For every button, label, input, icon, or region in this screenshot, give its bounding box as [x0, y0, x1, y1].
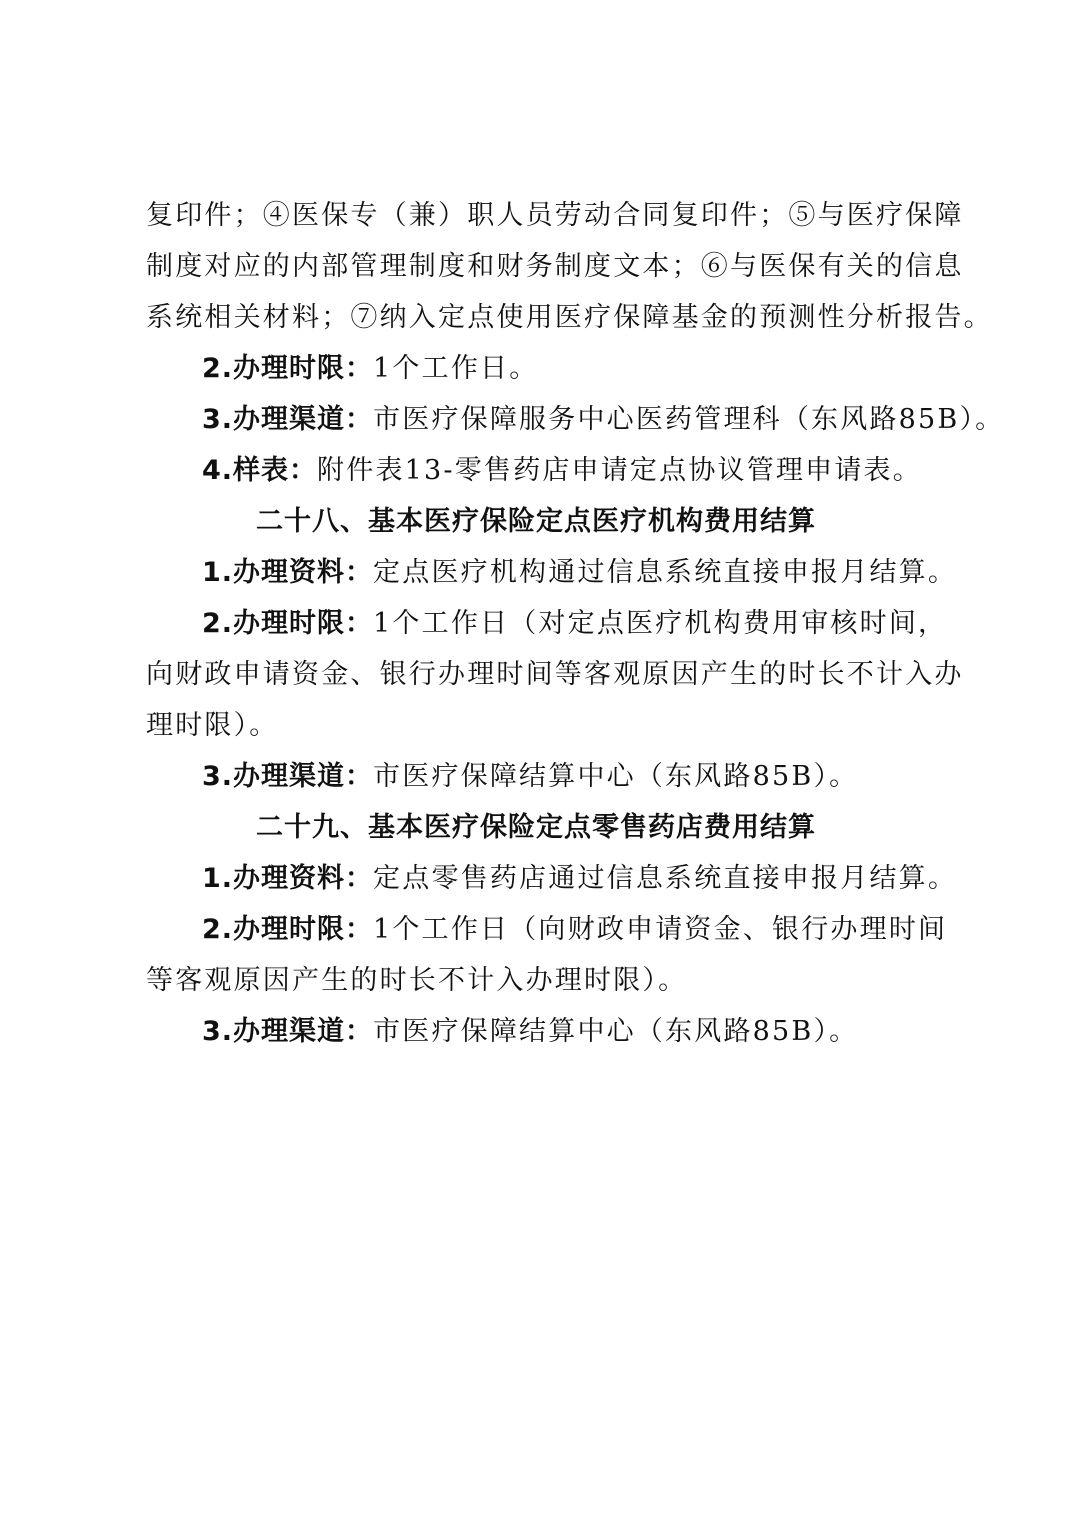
item-text: 定点医疗机构通过信息系统直接申报月结算。: [373, 557, 958, 588]
text-line: 理时限）。: [146, 710, 279, 741]
section-heading: 二十八、基本医疗保险定点医疗机构费用结算: [256, 506, 816, 537]
item-text: 定点零售药店通过信息系统直接申报月结算。: [373, 863, 958, 894]
item-label: 4.样表：: [202, 455, 318, 486]
item-label: 1.办理资料：: [202, 863, 374, 894]
list-item: [146, 751, 946, 802]
item-text: 1个工作日。: [373, 353, 539, 384]
item-text: 市医疗保障结算中心（东风路85B）。: [373, 761, 859, 792]
item-label: 3.办理渠道：: [202, 1016, 374, 1047]
item-text: 市医疗保障服务中心医药管理科（东风路85B）。: [373, 404, 1005, 435]
list-item: [146, 343, 946, 394]
item-text: 1个工作日（向财政申请资金、银行办理时间: [373, 914, 948, 945]
list-item: [146, 1006, 946, 1057]
text-line: 等客观原因产生的时长不计入办理时限）。: [146, 965, 688, 996]
item-text: 1个工作日（对定点医疗机构费用审核时间，: [373, 608, 948, 639]
list-item: [146, 853, 958, 904]
text-line: 复印件；④医保专（兼）职人员劳动合同复印件；⑤与医疗保障: [146, 200, 964, 231]
item-label: 2.办理时限：: [202, 353, 374, 384]
list-item: [146, 904, 946, 955]
document-body: [146, 190, 1005, 1057]
item-label: 3.办理渠道：: [202, 404, 374, 435]
text-line: 系统相关材料；⑦纳入定点使用医疗保障基金的预测性分析报告。: [146, 302, 993, 333]
item-label: 2.办理时限：: [202, 914, 374, 945]
text-line: 向财政申请资金、银行办理时间等客观原因产生的时长不计入办: [146, 659, 964, 690]
list-item: [146, 394, 1005, 445]
item-label: 3.办理渠道：: [202, 761, 374, 792]
section-heading: 二十九、基本医疗保险定点零售药店费用结算: [256, 812, 816, 843]
list-item: [146, 445, 946, 496]
item-text: 附件表13-零售药店申请定点协议管理申请表。: [317, 455, 922, 486]
list-item: [146, 598, 946, 649]
list-item: [146, 547, 958, 598]
item-text: 市医疗保障结算中心（东风路85B）。: [373, 1016, 859, 1047]
text-line: 制度对应的内部管理制度和财务制度文本；⑥与医保有关的信息: [146, 251, 964, 282]
item-label: 1.办理资料：: [202, 557, 374, 588]
item-label: 2.办理时限：: [202, 608, 374, 639]
